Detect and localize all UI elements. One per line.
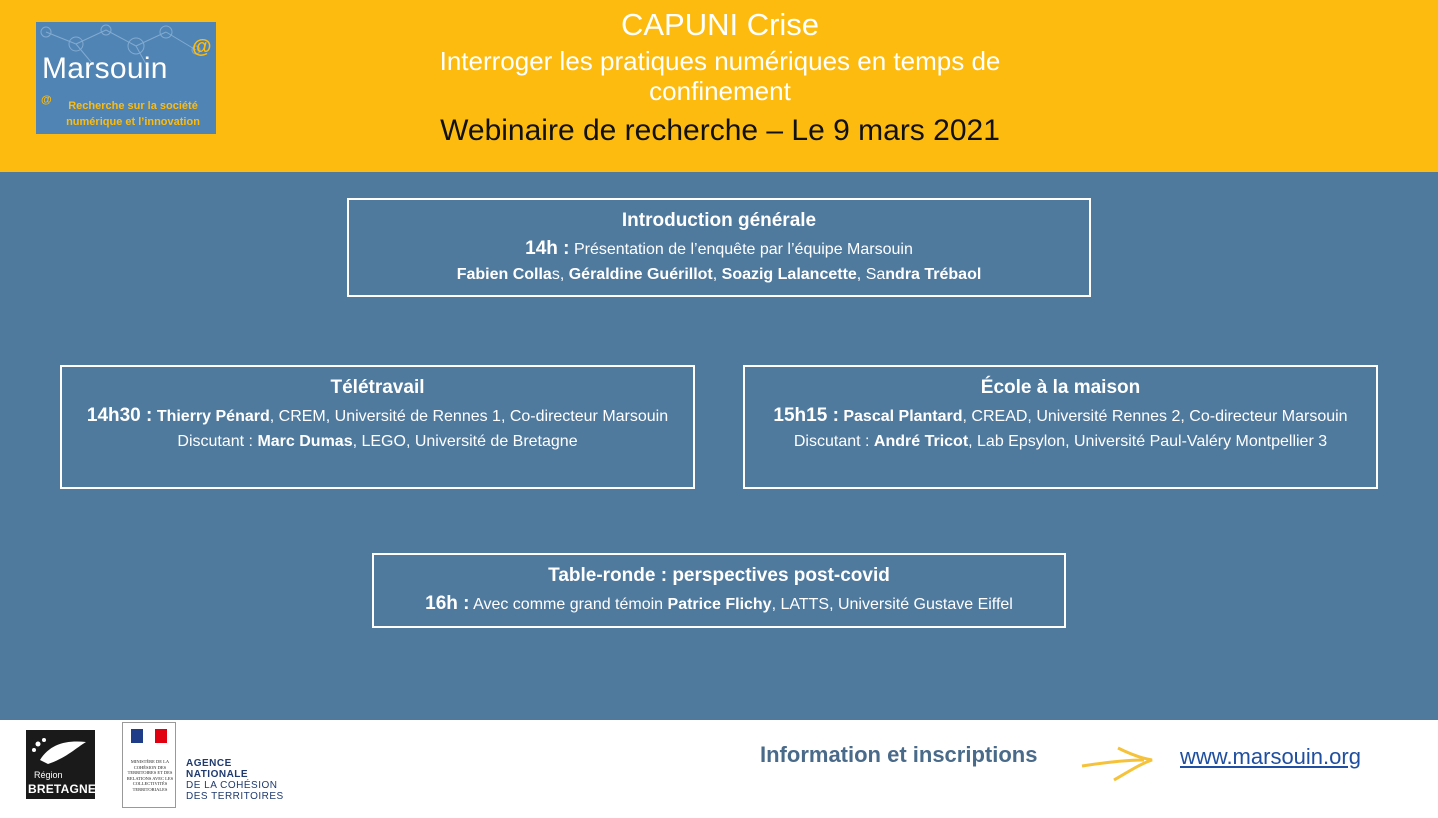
speaker-name: Fabien Colla [456,266,552,283]
website-link[interactable]: www.marsouin.org [1180,744,1361,769]
session-heading: Introduction générale [621,210,817,231]
tagline-at-sign: @ [41,94,52,106]
ministere-label: MINISTÈRE DE LA COHÉSION DES TERRITOIRES ET DES RELATIONS AVEC LES COLLECTIVITÉS TERRITORIALES [126,759,174,792]
session-time: 15h15 : [773,405,839,426]
event-date: Webinaire de recherche – Le 9 mars 2021 [440,114,1000,147]
footer [0,720,1438,818]
agence-line: AGENCE [186,758,232,769]
agence-line: DES TERRITOIRES [186,791,284,802]
marsouin-logo [36,22,216,134]
separator: , [712,266,722,283]
speaker-prefix: a [876,266,886,283]
session-intro [347,198,1091,297]
logo-name: Marsouin [42,52,168,85]
discussant-label: Discutant : [793,433,874,450]
session-time-line [374,591,1064,617]
discussant-name: André Tricot [873,433,969,450]
speaker-name: Pascal Plantard [843,408,963,425]
logo-tagline [52,98,214,130]
speaker-name: Thierry Pénard [156,408,270,425]
speaker-affiliation: , LATTS, Université Gustave Eiffel [771,596,1013,613]
speaker-name: ndra Trébaol [885,266,982,283]
title-block [380,4,1060,150]
speaker-affiliation: , CREM, Université de Rennes 1, Co-directeur Marsouin [269,408,669,425]
discussant-affiliation: , Lab Epsylon, Université Paul-Valéry Montpellier 3 [968,433,1328,450]
speaker-name: Géraldine Guérillot [568,266,713,283]
session-speakers [349,262,1089,287]
discussant-affiliation: , LEGO, Université de Bretagne [352,433,578,450]
speaker-name: Patrice Flichy [667,596,772,613]
region-label: Région [34,770,63,780]
marianne-flag-icon [131,729,167,743]
discussant-name: Marc Dumas [257,433,353,450]
session-heading: École à la maison [980,377,1141,398]
session-time: 14h : [525,238,570,259]
session-description: Avec comme grand témoin [469,596,668,613]
session-discussant [62,429,693,454]
bird-icon [26,730,95,770]
page-title: CAPUNI Crise [620,7,820,42]
session-discussant [745,429,1376,454]
session-description: Présentation de l’enquête par l’équipe Marsouin [569,241,913,258]
arrow-right-icon [1078,738,1158,788]
session-ecole [743,365,1378,489]
discussant-label: Discutant : [177,433,258,450]
session-time: 16h : [425,593,470,614]
session-table-ronde [372,553,1066,628]
speaker-suffix: s, [551,266,569,283]
speaker-name: Soazig Lalancette [721,266,857,283]
tagline-line-2: numérique et l’innovation [66,116,200,128]
agence-line: DE LA COHÉSION [186,780,278,791]
speaker-affiliation: , CREAD, Université Rennes 2, Co-directeur Marsouin [962,408,1348,425]
session-heading: Télétravail [330,377,425,398]
session-time-line [349,236,1089,262]
session-teletravail [60,365,695,489]
tagline-line-1: Recherche sur la société [68,100,198,112]
separator: , S [856,266,877,283]
session-time-line [745,403,1376,429]
region-name: BRETAGNE [28,782,97,796]
agence-logo [186,758,284,802]
header-banner [0,0,1438,172]
logo-at-sign: @ [192,36,212,58]
ministere-logo [122,722,176,808]
session-time-line [62,403,693,429]
session-heading: Table-ronde : perspectives post-covid [548,565,890,586]
page-subtitle: Interroger les pratiques numériques en temps de confinement [439,46,1001,106]
region-bretagne-logo [26,730,95,799]
info-label: Information et inscriptions [760,742,1038,767]
session-time: 14h30 : [86,405,153,426]
agence-line: NATIONALE [186,769,249,780]
